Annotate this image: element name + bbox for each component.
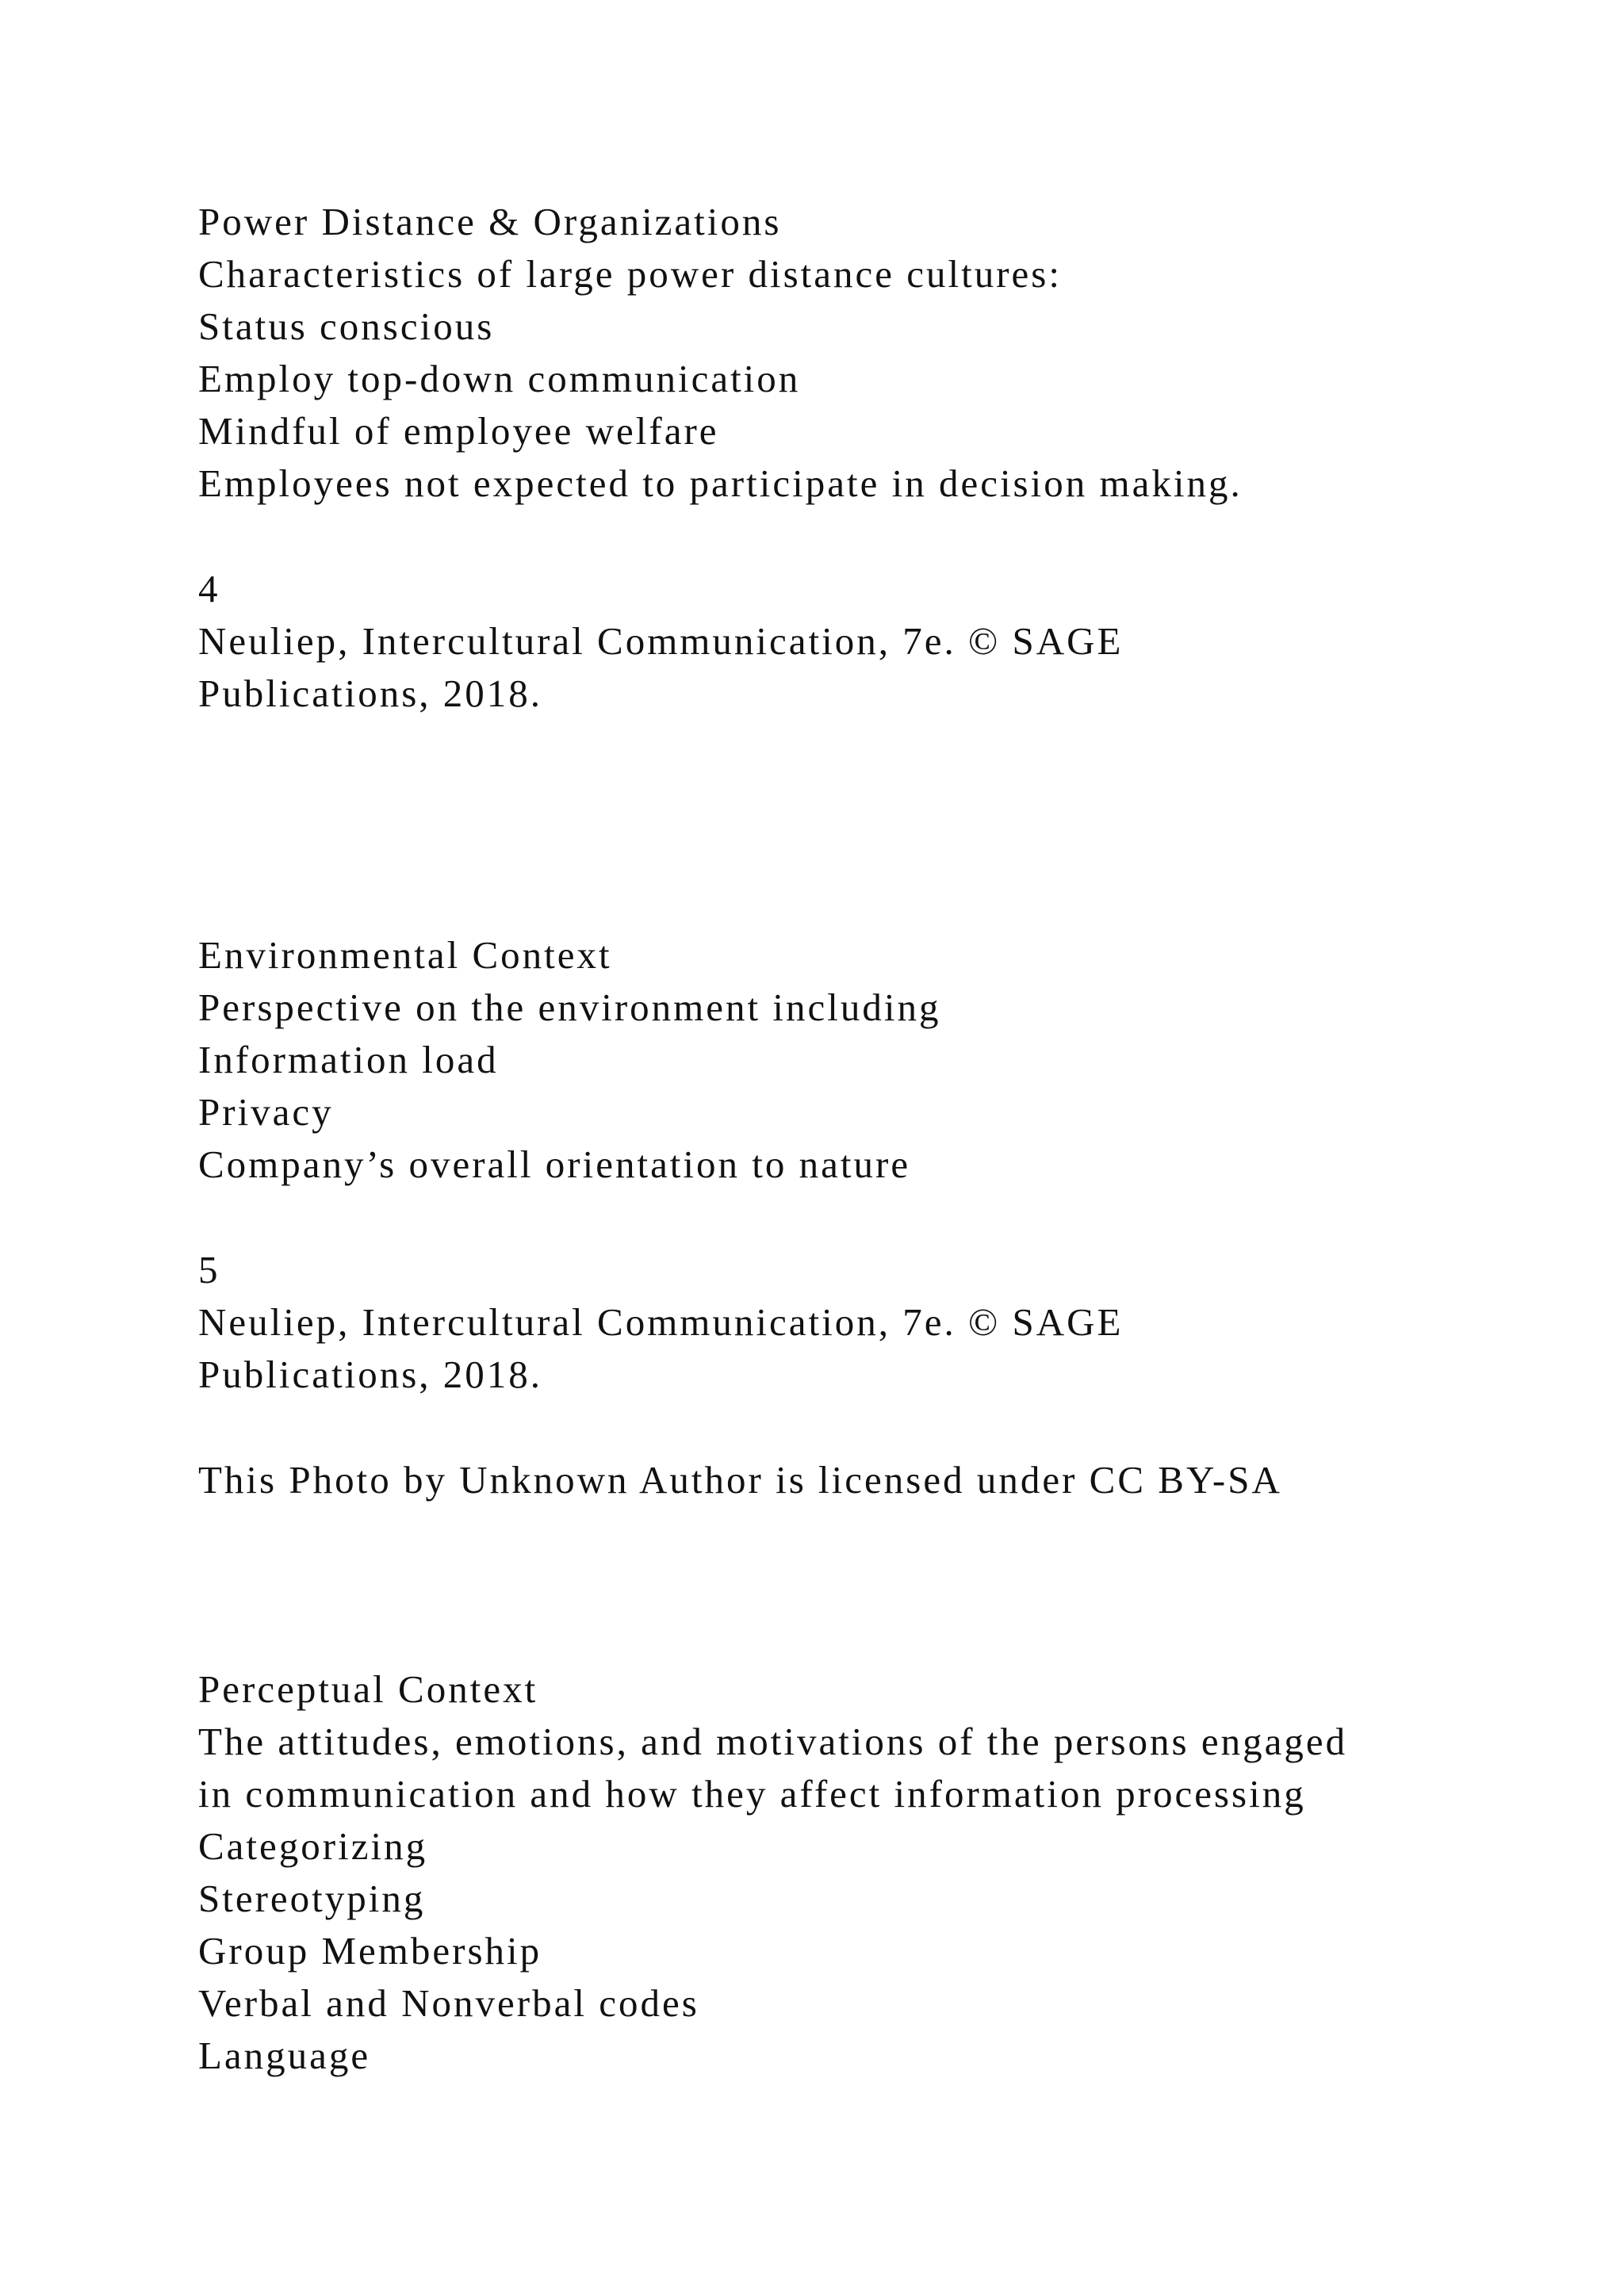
slide-6-line-1: The attitudes, emotions, and motivations of the persons engaged — [198, 1720, 1348, 1763]
slide-5-photo-credit: This Photo by Unknown Author is licensed under CC BY-SA — [198, 1458, 1282, 1502]
slide-4-citation-line-2: Publications, 2018. — [198, 672, 543, 715]
slide-5-line-1: Perspective on the environment including — [198, 985, 941, 1029]
slide-5-line-4: Company’s overall orientation to nature — [198, 1142, 911, 1186]
slide-6-line-3: Categorizing — [198, 1824, 428, 1868]
slide-6-line-4: Stereotyping — [198, 1877, 426, 1920]
slide-5-line-3: Privacy — [198, 1090, 334, 1134]
slide-5-citation-line-1: Neuliep, Intercultural Communication, 7e. © SAGE — [198, 1300, 1124, 1344]
slide-4-line-4: Mindful of employee welfare — [198, 409, 719, 453]
slide-4-line-2: Status conscious — [198, 304, 495, 348]
slide-5-line-2: Information load — [198, 1038, 499, 1081]
slide-6-line-7: Language — [198, 2034, 371, 2077]
slide-4-line-1: Characteristics of large power distance cultures: — [198, 252, 1062, 296]
slide-4-line-5: Employees not expected to participate in decision making. — [198, 461, 1243, 505]
slide-4-number: 4 — [198, 567, 220, 610]
slide-5-citation-line-2: Publications, 2018. — [198, 1353, 543, 1396]
slide-6-line-5: Group Membership — [198, 1929, 542, 1973]
slide-4-title: Power Distance & Organizations — [198, 200, 782, 243]
slide-4-line-3: Employ top-down communication — [198, 357, 801, 400]
slide-5-number: 5 — [198, 1248, 220, 1292]
slide-6-line-2: in communication and how they affect information processing — [198, 1772, 1306, 1816]
slide-6-title: Perceptual Context — [198, 1667, 538, 1711]
slide-4-citation-line-1: Neuliep, Intercultural Communication, 7e. © SAGE — [198, 619, 1124, 663]
slide-5-title: Environmental Context — [198, 933, 612, 977]
slide-6-line-6: Verbal and Nonverbal codes — [198, 1981, 699, 2025]
